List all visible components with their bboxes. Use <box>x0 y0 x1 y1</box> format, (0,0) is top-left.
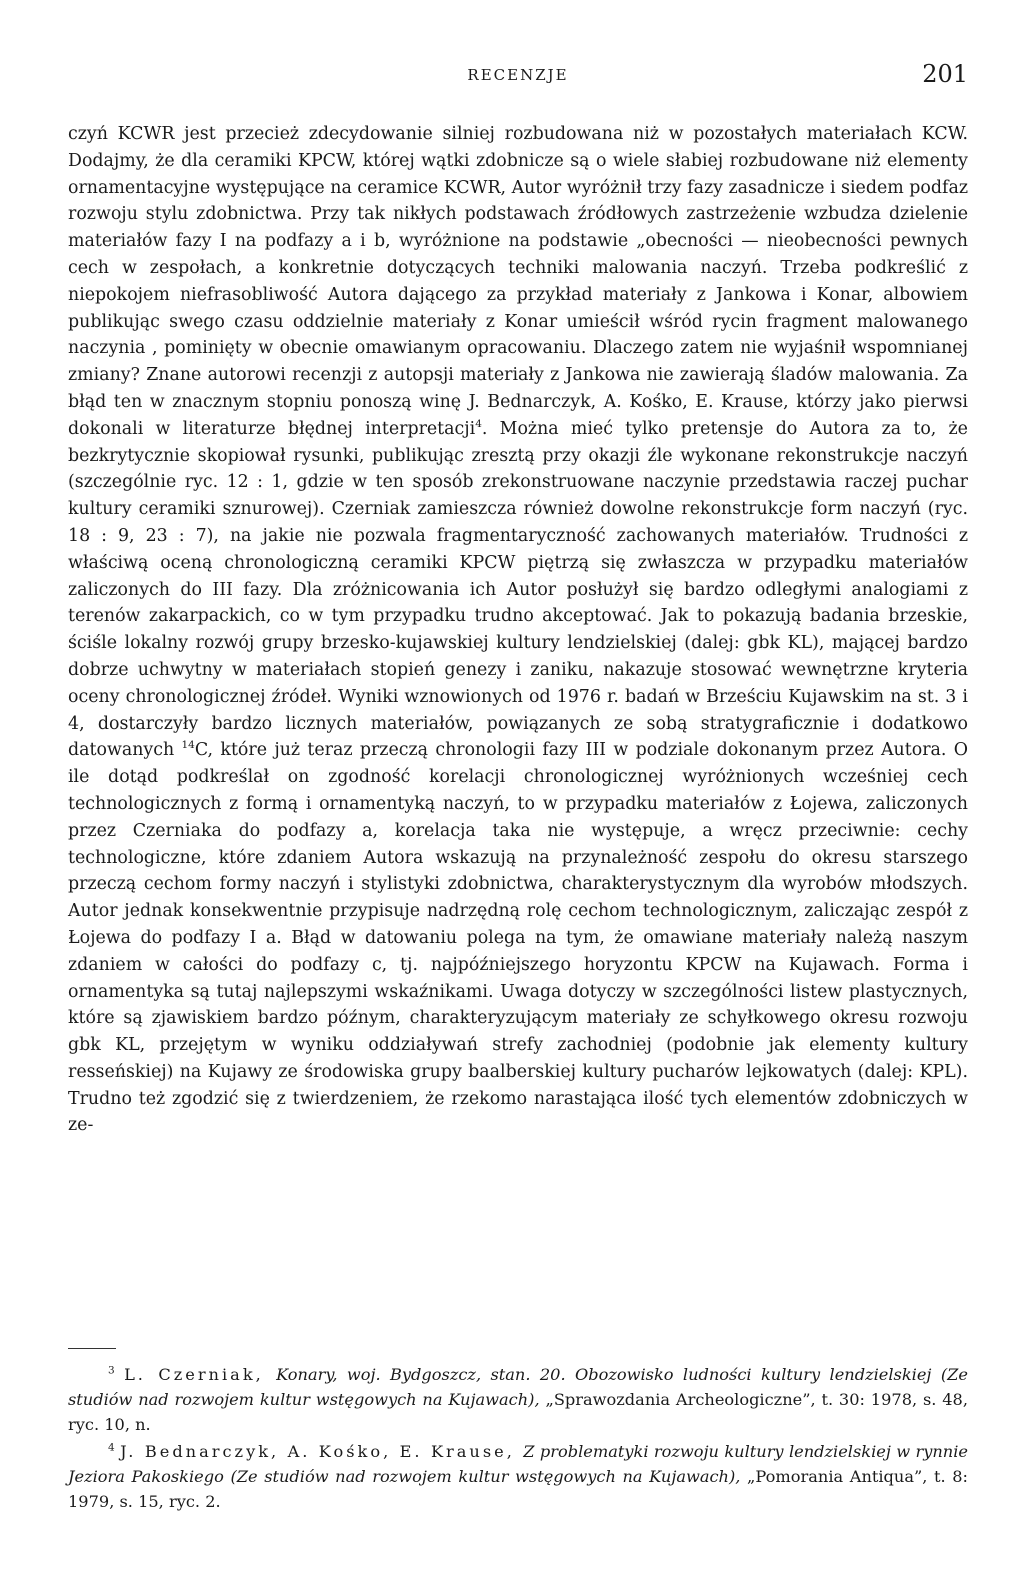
footnote-author: J. Bednarczyk, A. Kośko, E. Krause, <box>120 1442 524 1461</box>
footnote-3 <box>68 1362 968 1437</box>
running-head: RECENZJE <box>467 66 569 84</box>
body-paragraph <box>68 121 968 1139</box>
footnote-source: „Sprawozdania Archeologiczne”, t. 30: 1978, s. 48, ryc. 10, n. <box>68 1390 968 1434</box>
footnote-separator <box>68 1348 116 1349</box>
body-text-1: czyń KCWR jest przecież zdecydowanie silniej rozbudowana niż w pozostałych materiałach KCW. Dodajmy, że dla ceramiki KPCW, której wątki zdobnicze są o wiele słabiej rozbudowane niż elementy ornamentacyjne występujące na ceramice KCWR, Autor wyróżnił trzy fazy zasadnicze i siedem podfaz rozwoju stylu zdobnictwa. Przy tak nikłych podstawach źródłowych zastrzeżenie wzbudza dzielenie materiałów fazy I na podfazy a i b, wyróżnione na podstawie „obecności — nieobecności pewnych cech w zespołach, a konkretnie dotyczących techniki malowania naczyń. Trzeba podkreślić z niepokojem niefrasobliwość Autora dającego za przykład materiały z Jankowa i Konar, albowiem publikując swego czasu oddzielnie materiały z Konar umieścił wśród rycin fragment malowanego naczynia , pominięty w obecnie omawianym opracowaniu. Dlaczego zatem nie wyjaśnił wspomnianej zmiany? Znane autorowi recenzji z autopsji materiały z Jankowa nie zawierają śladów malowania. Za błąd ten w znacznym stopniu ponoszą winę J. Bednarczyk, A. Kośko, E. Krause, którzy jako pierwsi dokonali w literaturze błędnej interpretacji <box>68 124 968 439</box>
footnote-title: Konary, woj. Bydgoszcz, stan. 20. Obozowisko ludności kultury lendzielskiej (Ze studiów nad rozwojem kultur wstęgowych na Kujawach), <box>68 1365 968 1409</box>
footnote-title: Z problematyki rozwoju kultury lendzielskiej w rynnie Jeziora Pakoskiego (Ze studiów nad rozwojem kultur wstęgowych na Kujawach), <box>68 1442 968 1486</box>
body-text-2: . Można mieć tylko pretensje do Autora za to, że bezkrytycznie skopiował rysunki, publikując zresztą przy okazji źle wykonane rekonstrukcje naczyń (szczególnie ryc. 12 : 1, gdzie w ten sposób zrekonstruowane naczynie przedstawia raczej puchar kultury ceramiki sznurowej). Czerniak zamieszcza również dowolne rekonstrukcje form naczyń (ryc. 18 : 9, 23 : 7), na jakie nie pozwala fragmentaryczność zachowanych materiałów. Trudności z właściwą oceną chronologiczną ceramiki KPCW piętrzą się zwłaszcza w przypadku materiałów zaliczonych do III fazy. Dla zróżnicowania ich Autor posłużył się bardzo odległymi analogiami z terenów zakarpackich, co w tym przypadku trudno akceptować. Jak to pokazują badania brzeskie, ściśle lokalny rozwój grupy brzesko-kujawskiej kultury lendzielskiej (dalej: gbk KL), mającej bardzo dobrze uchwytny w materiałach stopień genezy i zaniku, nakazuje stosować wewnętrzne kryteria oceny chronologicznej źródeł. Wyniki wznowionych od 1976 r. badań w Brześciu Kujawskim na st. 3 i 4, dostarczyły bardzo licznych materiałów, powiązanych ze sobą stratygraficznie i dodatkowo datowanych <box>68 418 968 761</box>
main-text <box>68 121 968 1139</box>
footnotes <box>68 1362 968 1516</box>
page-number: 201 <box>922 60 968 88</box>
footnote-mark: 4 <box>108 1441 115 1454</box>
footnote-4 <box>68 1439 968 1514</box>
footnote-source: „Pomorania Antiqua”, t. 8: 1979, s. 15, ryc. 2. <box>68 1467 969 1511</box>
footnote-ref-4[interactable]: 4 <box>475 417 482 430</box>
footnote-mark: 3 <box>108 1364 115 1377</box>
page-header <box>68 60 968 90</box>
isotope-superscript: 14 <box>181 739 195 752</box>
body-text-3: C, które już teraz przeczą chronologii fazy III w podziale dokonanym przez Autora. O ile dotąd podkreślał on zgodność korelacji chronologicznej wyróżnionych wcześniej cech technologicznych z formą i ornamentyką naczyń, to w przypadku materiałów z Łojewa, zaliczonych przez Czerniaka do podfazy a, korelacja taka nie występuje, a wręcz przeciwnie: cechy technologiczne, które zdaniem Autora wskazują na przynależność zespołu do okresu starszego przeczą cechom formy naczyń i stylistyki zdobnictwa, charakterystycznym dla wyrobów młodszych. Autor jednak konsekwentnie przypisuje nadrzędną rolę cechom technologicznym, zaliczając zespół z Łojewa do podfazy I a. Błąd w datowaniu polega na tym, że omawiane materiały należą naszym zdaniem w całości do podfazy c, tj. najpóźniejszego horyzontu KPCW na Kujawach. Forma i ornamentyka są tutaj najlepszymi wskaźnikami. Uwaga dotyczy w szczególności listew plastycznych, które są zjawiskiem bardzo późnym, charakteryzującym materiały ze schyłkowego okresu rozwoju gbk KL, przejętym w wyniku oddziaływań strefy zachodniej (podobnie jak elementy kultury resseńskiej) na Kujawy ze środowiska grupy baalberskiej kultury pucharów lejkowatych (dalej: KPL). Trudno też zgodzić się z twierdzeniem, że rzekomo narastająca ilość tych elementów zdobniczych w ze- <box>68 740 968 1136</box>
footnote-author: L. Czerniak, <box>124 1365 277 1384</box>
